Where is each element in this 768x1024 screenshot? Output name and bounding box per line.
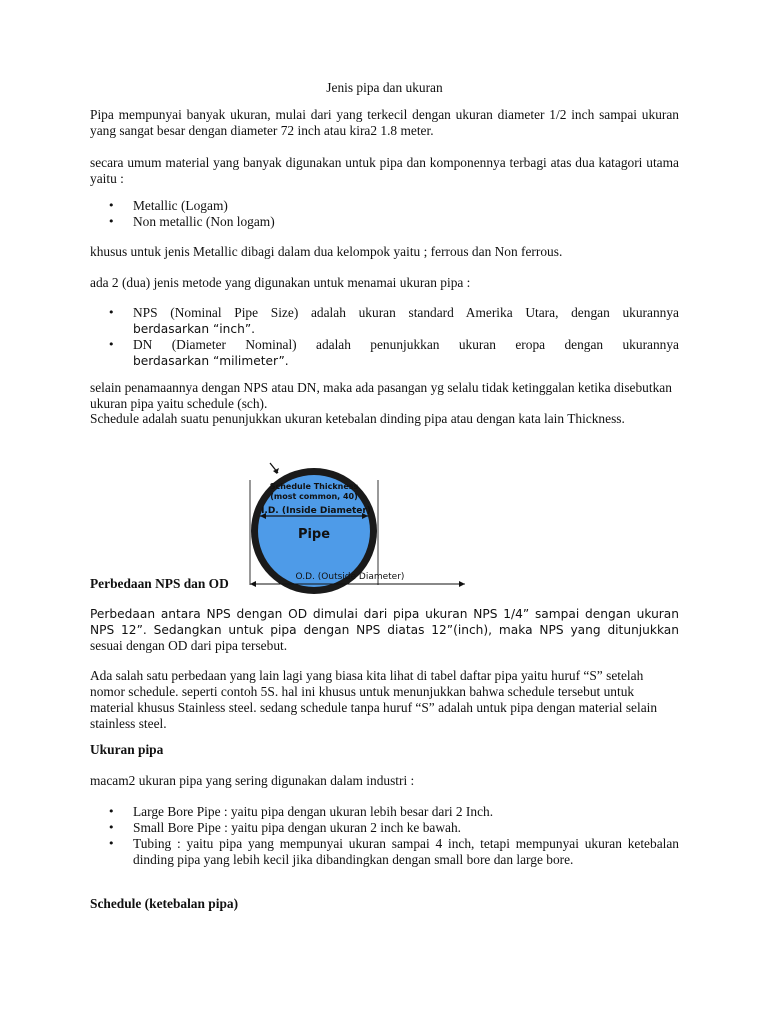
pipe-diagram <box>240 455 480 595</box>
list-item-line: berdasarkan “milimeter”. <box>133 354 289 368</box>
list-item <box>90 305 679 337</box>
paragraph-stainless: Ada salah satu perbedaan yang lain lagi yang biasa kita lihat di tabel daftar pipa yaitu huruf “S” setelah nomor schedule. seperti contoh 5S. hal ini khusus untuk menunjukkan bahwa schedule tersebut untuk material khusus Stainless steel. sedang schedule tanpa huruf “S” adalah untuk pipa dengan material selain stainless steel. <box>90 668 658 731</box>
paragraph-line: sesuai dengan OD dari pipa tersebut. <box>90 638 288 653</box>
document-page <box>90 0 679 1024</box>
od-label: O.D. (Outside Diameter) <box>295 572 405 582</box>
heading-ukuran-pipa: Ukuran pipa <box>90 742 164 757</box>
paragraph-nps-od <box>90 606 679 654</box>
method-list <box>90 305 679 369</box>
pipe-label: Pipe <box>297 527 331 542</box>
list-item-line: • DN (Diameter Nominal) adalah penunjukkan ukuran eropa dengan ukurannya <box>133 337 679 352</box>
list-item-line: berdasarkan “inch”. <box>133 322 256 336</box>
paragraph-schedule: selain penamaannya dengan NPS atau DN, maka ada pasangan yg selalu tidak ketinggalan ketika disebutkan ukuran pipa yaitu schedule (sch). <box>90 380 672 411</box>
paragraph-line: Perbedaan antara NPS dengan OD dimulai dari pipa ukuran NPS 1/4” sampai dengan ukuran <box>90 607 679 621</box>
id-label: I.D. (Inside Diameter) <box>261 506 371 516</box>
paragraph-methods: ada 2 (dua) jenis metode yang digunakan untuk menamai ukuran pipa : <box>90 275 471 290</box>
size-list <box>90 804 679 868</box>
paragraph-metallic: khusus untuk jenis Metallic dibagi dalam dua kelompok yaitu ; ferrous dan Non ferrous. <box>90 244 563 259</box>
list-item-line: • NPS (Nominal Pipe Size) adalah ukuran standard Amerika Utara, dengan ukurannya <box>133 305 679 320</box>
schedule-label: Schedule Thickness <box>269 482 359 491</box>
material-list <box>90 198 679 230</box>
heading-schedule: Schedule (ketebalan pipa) <box>90 896 239 911</box>
list-item: • Metallic (Logam) <box>90 198 679 214</box>
list-item: • Large Bore Pipe : yaitu pipa dengan ukuran lebih besar dari 2 Inch. <box>90 804 679 820</box>
heading-nps-od: Perbedaan NPS dan OD <box>90 576 229 591</box>
paragraph-thickness: Schedule adalah suatu penunjukkan ukuran ketebalan dinding pipa atau dengan kata lain Thickness. <box>90 411 625 426</box>
list-item: • Non metallic (Non logam) <box>90 214 679 230</box>
pipe-diagram-svg <box>240 455 480 595</box>
list-item: • Small Bore Pipe : yaitu pipa dengan ukuran 2 inch ke bawah. <box>90 820 679 836</box>
paragraph-line: NPS 12”. Sedangkan untuk pipa dengan NPS diatas 12”(inch), maka NPS yang ditunjukkan <box>90 623 679 637</box>
list-item <box>90 337 679 369</box>
paragraph-industri: macam2 ukuran pipa yang sering digunakan dalam industri : <box>90 773 415 788</box>
page-title: Jenis pipa dan ukuran <box>326 80 443 95</box>
list-item: • Tubing : yaitu pipa yang mempunyai ukuran sampai 4 inch, tetapi mempunyai ukuran ketebalan dinding pipa yang lebih kecil jika dibandingkan dengan small bore dan large bore. <box>90 836 679 868</box>
paragraph-material: secara umum material yang banyak digunakan untuk pipa dan komponennya terbagi atas dua katagori utama yaitu : <box>90 155 679 186</box>
schedule-sub-label: (most common, 40) <box>270 492 358 501</box>
paragraph-intro: Pipa mempunyai banyak ukuran, mulai dari yang terkecil dengan ukuran diameter 1/2 inch sampai ukuran yang sangat besar dengan diameter 72 inch atau kira2 1.8 meter. <box>90 107 679 138</box>
